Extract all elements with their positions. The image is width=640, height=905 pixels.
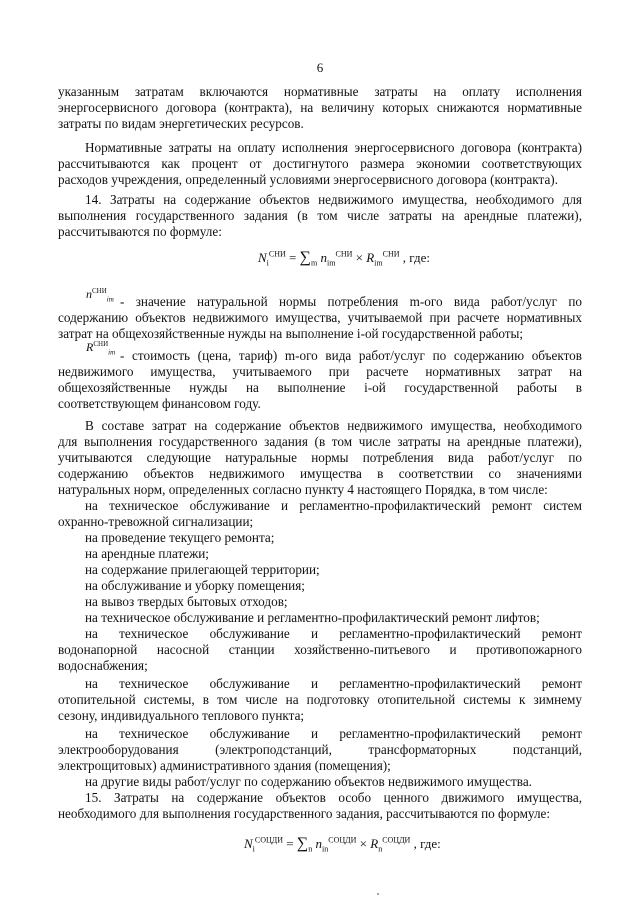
text-line: содержанию объектов недвижимого имущества в соответствии со значениями bbox=[58, 466, 582, 481]
text-line: указанным затратам включаются нормативные затраты на оплату исполнения bbox=[58, 84, 582, 99]
text-line: сезону, индивидуального теплового пункта; bbox=[58, 708, 305, 723]
text-line: на техническое обслуживание и регламентно-профилактический ремонт bbox=[85, 626, 582, 641]
text-line: В составе затрат на содержание объектов недвижимого имущества, необходимого bbox=[85, 418, 582, 433]
text-line: натуральных норм, определенных согласно пункту 4 настоящего Порядка, в том числе: bbox=[58, 482, 548, 497]
text-line: на техническое обслуживание и регламентно-профилактический ремонт лифтов; bbox=[85, 610, 540, 625]
text-line: рассчитываются по формуле: bbox=[58, 224, 222, 239]
text-line: недвижимого имущества, учитываемого при расчете нормативных затрат на bbox=[58, 364, 582, 379]
text-line: на обслуживание и уборку помещения; bbox=[85, 578, 305, 593]
formula-socdi: $N_i^{СОЦДИ} = \sum_n$ $n_{in}^{СОЦДИ} \times R_n^{СОЦДИ}$ , где: bbox=[244, 835, 441, 854]
text-line: 14. Затраты на содержание объектов недвижимого имущества, необходимого для bbox=[85, 192, 582, 207]
text-line: затрат на общехозяйственные нужды на выполнение i-ой государственной работы; bbox=[58, 326, 524, 341]
text-line: электрооборудования (электроподстанций, трансформаторных подстанций, bbox=[58, 742, 582, 757]
formula-sni: $N_i^{СНИ} = \sum_m$ $n_{im}^{СНИ} \times R_{im}^{СНИ}$ , где: bbox=[258, 249, 430, 268]
text-line: общехозяйственные нужды на выполнение i-ой государственной работы в bbox=[58, 380, 582, 395]
text-line: - стоимость (цена, тариф) m-ого вида работ/услуг по содержанию объектов bbox=[120, 348, 582, 363]
text-line: соответствующем финансовом году. bbox=[58, 396, 261, 411]
text-line: отопительной системы, в том числе на подготовку отопительной системы к зимнему bbox=[58, 692, 582, 707]
text-line: на вывоз твердых бытовых отходов; bbox=[85, 594, 288, 609]
text-line: на другие виды работ/услуг по содержанию объектов недвижимого имущества. bbox=[85, 774, 532, 789]
text-line: электрощитовых) административного здания (помещения); bbox=[58, 758, 391, 773]
text-line: Нормативные затраты на оплату исполнения энергосервисного договора (контракта) bbox=[85, 140, 582, 155]
text-line: водоснабжения; bbox=[58, 658, 148, 673]
text-line: охранно-тревожной сигнализации; bbox=[58, 514, 254, 529]
text-line: для выполнения государственного задания (в том числе затраты на арендные платежи), bbox=[58, 434, 582, 449]
text-line: на проведение текущего ремонта; bbox=[85, 530, 275, 545]
text-line: на техническое обслуживание и регламентно-профилактический ремонт систем bbox=[85, 498, 582, 513]
text-line: затраты по видам энергетических ресурсов. bbox=[58, 116, 304, 131]
symbol-n-sni: $n^{СНИ}_{im}$ bbox=[86, 287, 114, 304]
text-line: на арендные платежи; bbox=[85, 546, 209, 561]
text-line: на техническое обслуживание и регламентно-профилактический ремонт bbox=[85, 726, 582, 741]
scan-speck bbox=[377, 893, 379, 895]
text-line: расходов учреждения, определенный условиями энергосервисного договора (контракта). bbox=[58, 172, 558, 187]
text-line: 15. Затраты на содержание объектов особо ценного движимого имущества, bbox=[85, 790, 582, 805]
symbol-r-sni: $R^{СНИ}_{im}$ bbox=[86, 340, 116, 357]
text-line: выполнения государственного задания (в том числе затраты на арендные платежи), bbox=[58, 208, 582, 223]
text-line: водонапорной насосной станции хозяйственно-питьевого и противопожарного bbox=[58, 642, 582, 657]
text-line: на содержание прилегающей территории; bbox=[85, 562, 320, 577]
text-line: на техническое обслуживание и регламентно-профилактический ремонт bbox=[85, 676, 582, 691]
page-number: 6 bbox=[316, 60, 324, 75]
text-line: необходимого для выполнения государственного задания, рассчитываются по формуле: bbox=[58, 806, 551, 821]
text-line: рассчитываются как процент от достигнутого размера экономии соответствующих bbox=[58, 156, 582, 171]
text-line: содержанию объектов недвижимого имущества, учитываемой при расчете нормативных bbox=[58, 310, 582, 325]
text-line: учитываются следующие натуральные нормы потребления вида работ/услуг по bbox=[58, 450, 582, 465]
text-line: энергосервисного договора (контракта), на величину которых снижаются нормативные bbox=[58, 100, 582, 115]
text-line: - значение натуральной нормы потребления m-ого вида работ/услуг по bbox=[120, 294, 582, 309]
